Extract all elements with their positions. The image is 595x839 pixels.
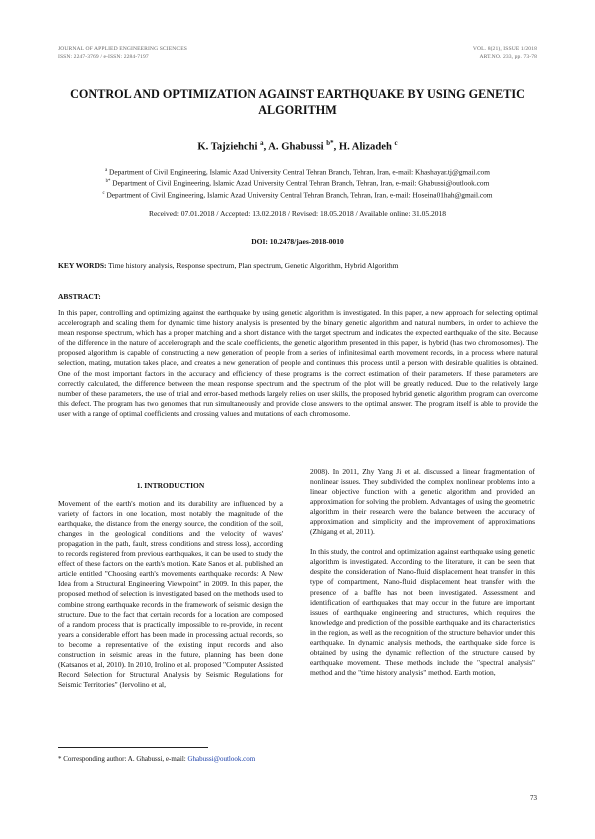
right-column: [310, 467, 535, 688]
left-column: [58, 481, 283, 700]
section-heading: 1. INTRODUCTION: [136, 481, 205, 490]
footnote: [58, 755, 255, 763]
author-name: A. Ghabussi: [268, 141, 324, 153]
abstract-heading: ABSTRACT:: [58, 292, 101, 301]
journal-name: JOURNAL OF APPLIED ENGINEERING SCIENCES: [58, 46, 187, 52]
journal-header: [58, 45, 187, 61]
abstract-body: In this paper, controlling and optimizing against the earthquake by using genetic algorithm is investigated. In this paper, a new approach for selecting optimal accelerograph and scaling them for dynamic time history analysis is presented by the binary genetic algorithm and natural numbers, in order to achieve the mean response spectrum, which has a proper matching and a short distance with the target spectrum and indicates the expected earthquake of the site. Because of the difference in the nature of accelerograph and the scale coefficients, the genetic algorithm presented in this paper, is hybrid (has two chromosomes). The proposed algorithm is capable of constructing a new generation of people from a series of infinitesimal earth movement records, in a process where natural selection, mating, mutation takes place, and creates a new generation of people and continues this process until a person with desirable qualities is obtained. One of the most important factors in the accuracy and efficiency of these programs is the correct estimation of their parameters. If these parameters are correctly calculated, the difference between the mean response spectrum and the spectrum of the plot will be greatly reduced. Due to the relatively large number of these parameters, the use of trial and error-based methods largely relies on user skills, the proposed hybrid genetic algorithm program can overcome this defect. The program has two genomes that run simultaneously and provide close answers to the optimal answer. The program itself is able to provide the user with a range of optimal coefficients and crossing values and mutations of each chromosome.: [58, 308, 538, 418]
journal-issn: ISSN: 2247-3769 / e-ISSN: 2284-7197: [58, 54, 149, 60]
author-sup: b*: [326, 140, 334, 147]
paper-title: CONTROL AND OPTIMIZATION AGAINST EARTHQUAKE BY USING GENETIC ALGORITHM: [70, 87, 525, 117]
footnote-divider: [58, 747, 208, 748]
author-list: K. Tajziehchi $^a$, A. Ghabussi $^{b*}$, H. Alizadeh $^c$: [197, 140, 398, 153]
author-sup: a: [260, 140, 264, 147]
email-link[interactable]: Ghabussi@outlook.com: [187, 755, 256, 763]
author-name: K. Tajziehchi: [197, 141, 258, 153]
volume-info: VOL. 8(21), ISSUE 1/2018: [472, 46, 537, 52]
footnote-text: * Corresponding author: A. Ghabussi, e-mail:: [58, 755, 188, 763]
keywords-text: Time history analysis, Response spectrum, Plan spectrum, Genetic Algorithm, Hybrid Algorithm: [106, 261, 399, 270]
issue-header: [473, 45, 537, 61]
paragraph: 2008). In 2011, Zhy Yang Ji et al. discussed a linear fragmentation of nonlinear issues. They subdivided the complex nonlinear problems into a linear objective function with a genetic algorithm and provided an approximation for solving the problem. Advantages of using the geometric algorithm in their research were the balance between the accuracy of approximation and simplicity and the improvement of approximations (Zhigang et al, 2011).: [310, 467, 535, 537]
keywords-label: KEY WORDS:: [58, 261, 107, 270]
affiliations: [58, 166, 537, 200]
keywords: [58, 261, 538, 270]
page-number: 73: [530, 794, 537, 802]
affiliation-line: $^a$ Department of Civil Engineering, Islamic Azad University Central Tehran Branch, Tehran, Iran, e-mail: Khashayar.tj@gmail.com: [105, 167, 490, 177]
author-sup: c: [394, 140, 398, 147]
publication-dates: Received: 07.01.2018 / Accepted: 13.02.2018 / Revised: 18.05.2018 / Available online: 31.05.2018: [148, 209, 447, 218]
article-info: ART.NO. 233, pp. 73-78: [479, 54, 537, 60]
paragraph: In this study, the control and optimization against earthquake using genetic algorithm is investigated. According to the literature, it can be seen that despite the consideration of Nano-fluid displacement heat transfer in this type of compartment, Nano-fluid displacement heat transfer with the presence of a baffle has not been investigated. Assessment and identification of earthquakes that may occur in the future are important issues of earthquake engineering and structures, which requires the knowledge and prediction of the possible earthquake and its characteristics in the region, as well as the recognition of the structure behavior under this earthquake. In dynamic analysis methods, the earthquake side force is obtained by using the dynamic reflection of the structure caused by earthquake movement. These methods include the "spectral analysis" method and the "time history analysis" method. Earth motion,: [310, 547, 535, 677]
doi[interactable]: DOI: 10.2478/jaes-2018-0010: [251, 237, 344, 246]
paragraph: Movement of the earth's motion and its durability are influenced by a variety of factors in one location, most notably the magnitude of the earthquake, the distance from the energy source, the condition of the soil, changes in the geological conditions and the velocity of waves' propagation in the path, fault, stress conditions and stress loss), according to records registered from previous earthquakes, it can be used to study the effect of these factors on the earth's motion. Kate Sanos et al. published an article entitled "Choosing earth's movements earthquake records: A New Idea from a Structural Engineering Viewpoint" in 2009. In this paper, the proposed method of selection is investigated based on the methods used to combine strong earthquake records in the framework of seismic design the structure. Due to the fact that certain records for a location are composed of a random process that is practically impossible to re-provide, in recent years a considerable effort has been made in processing actual records, so to become a representative of the existing input records and also construction in seismic areas in the future, planning has been done (Katsanos et al, 2010). In 2010, Irolino et al. proposed "Computer Assisted Record Selection for Structural Analysis by Seismic Regulations for Seismic Territories" (Iervolino et al,: [58, 499, 283, 689]
affiliation-line: $^{b*}$ Department of Civil Engineering, Islamic Azad University Central Tehran Branch, Tehran, Iran, e-mail: Ghabussi@outlook.com: [105, 178, 490, 188]
author-name: H. Alizadeh: [338, 141, 392, 153]
affiliation-line: $^c$ Department of Civil Engineering, Islamic Azad University Central Tehran Branch, Tehran, Iran, e-mail: Hoseina01hah@gmail.com: [102, 190, 493, 200]
